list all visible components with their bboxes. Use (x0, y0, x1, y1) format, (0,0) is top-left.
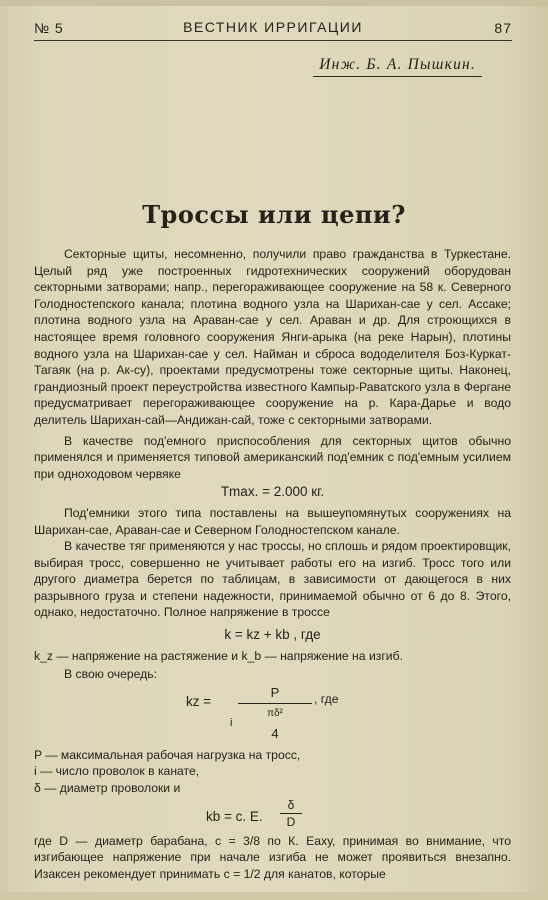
kb-lhs: kb = c. E. (206, 808, 263, 824)
kz-lhs: kz = (186, 693, 212, 709)
kb-fraction (280, 797, 302, 831)
paragraph-definitions: k_z — напряжение на растяжение и k_b — напряжение на изгиб. (34, 648, 403, 663)
kz-denominator: 4 (271, 725, 279, 741)
definition-wires: i — число проволок в канате, (34, 764, 200, 779)
page-edge (0, 0, 548, 6)
definition-load: P — максимальная рабочая нагрузка на тросс, (34, 747, 301, 762)
paragraph-in-turn: В свою очередь: (64, 667, 158, 682)
paragraph-cables: В качестве тяг применяются у нас троссы, но сплошь и рядом проектировщик, выбирая тросс, совершенно не учитывает работы его на изгиб. Тросс того или другого диаметра берется по таблицам, в зависимости от дающегося в них разрывного груза и степени надежности, принимаемой обычно от 6 до 8. Этого, однако, недостаточно. Полное напряжение в троссе (34, 539, 511, 620)
issue-number: № 5 (34, 20, 64, 36)
paragraph-lift: В качестве под'емного приспособления для секторных щитов обычно применялся и применяется типовой американский под'емник с под'емным усилием при одноходовом червяке (34, 433, 511, 481)
kz-inner-term: πδ² (267, 707, 283, 719)
journal-title: ВЕСТНИК ИРРИГАЦИИ (183, 19, 363, 35)
paragraph-intro: Секторные щиты, несомненно, получили право гражданства в Туркестане. Целый ряд уже построенных гидротехнических сооружений оборудован секторными затворами; напр., перегораживающее сооружение на 58 к. Северного Голодностепского канала; плотина водного узла на Шарихан-сае у сел. Ассаке; плотина водного узла на Араван-сае у сел. Араван и др. Для строющихся в настоящее время головного сооружения Янги-арыка (на реке Нарын), плотины водного узла на Шарихан-сае у сел. Найман и сброса вододелителя Бoз-Куркат-Тагаяк (на р. Ак-су), проектами предусмотрены тоже секторные щиты. Наконец, грандиозный проект переустройства известного Кампыр-Раватского узла в Фергане предусматривает перегораживающее сооружение на р. Кара-Дарье и водо делитель Шарихан-сай—Андижан-сай, тоже с секторными затворами. (34, 247, 511, 427)
article-title: Троссы или цепи? (142, 200, 406, 229)
kb-numerator: δ (287, 797, 295, 812)
formula-kb (34, 797, 511, 833)
kz-wire-count: i (230, 716, 233, 729)
paragraph-installed: Под'емники этого типа поставлены на вышеупомянутых сооружениях на Шарихан-сае, Араван-сае и Северном Голодностепском канале. (34, 505, 511, 537)
kz-where: , где (314, 691, 339, 706)
article-body (34, 246, 511, 882)
running-header (34, 18, 512, 41)
page-bottom-edge (0, 892, 548, 900)
author-line: Инж. Б. А. Пышкин. (313, 56, 482, 77)
formula-k-sum: k = kz + kb , где (224, 627, 321, 643)
formula-tmax: Tmax. = 2.000 кг. (220, 484, 325, 500)
definition-diameter: δ — диаметр проволоки и (34, 781, 181, 796)
kb-denominator: D (286, 815, 296, 830)
paragraph-drum: где D — диаметр барабана, c = 3/8 по К. Еаху, принимая во внимание, что изгибающее напряжение при начале изгиба не может проявиться внезапно. Изаксен рекомендует принимать c = 1/2 для канатов, которые (34, 833, 511, 881)
formula-kz (34, 685, 511, 747)
kz-numerator: P (270, 684, 280, 700)
page-number: 87 (494, 20, 512, 36)
kz-fraction (230, 685, 320, 744)
